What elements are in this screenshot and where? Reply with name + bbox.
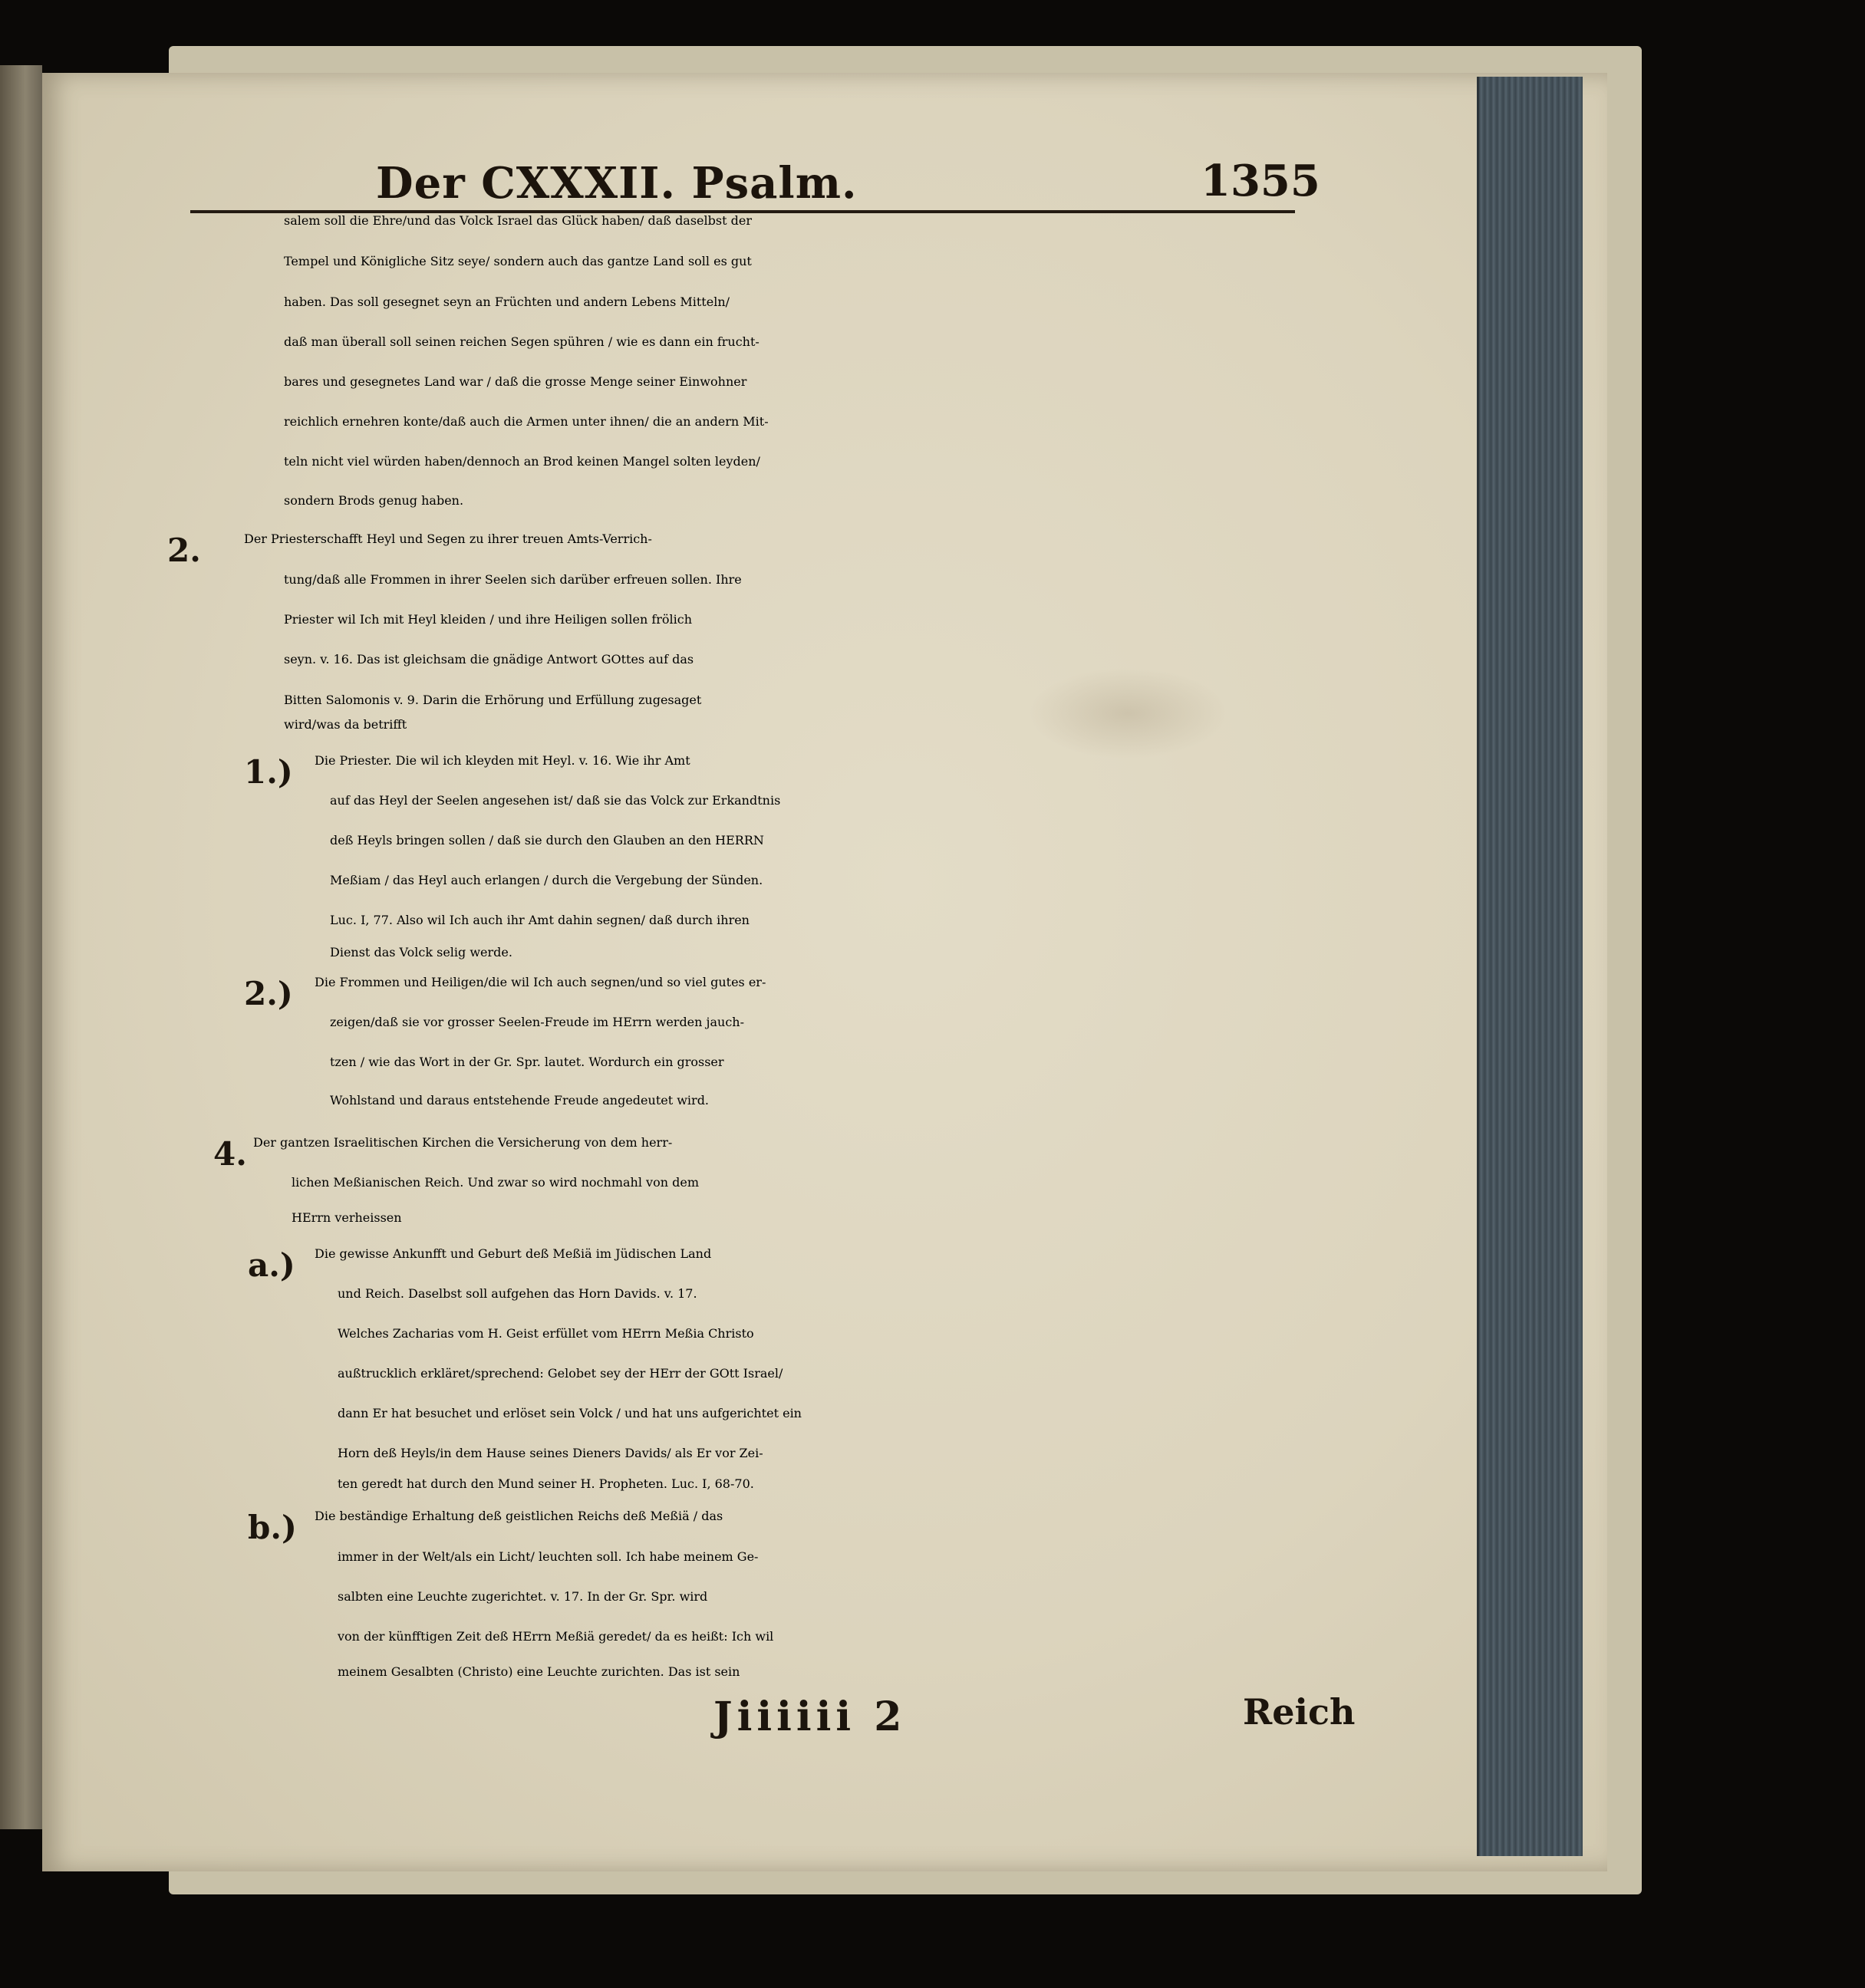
- text-line: salem soll die Ehre/und das Volck Israel das Glück haben/ daß daselbst der: [284, 213, 752, 228]
- text-line: auf das Heyl der Seelen angesehen ist/ daß sie das Volck zur Erkandtnis: [330, 793, 781, 808]
- text-line: Horn deß Heyls/in dem Hause seines Dieners Davids/ als Er vor Zei-: [338, 1446, 763, 1460]
- subsection-marker: 1.): [244, 753, 293, 791]
- subsection-marker: a.): [248, 1246, 295, 1284]
- text-line: reichlich ernehren konte/daß auch die Armen unter ihnen/ die an andern Mit-: [284, 414, 769, 429]
- text-line: von der künfftigen Zeit deß HErrn Meßiä geredet/ da es heißt: Ich wil: [338, 1629, 774, 1644]
- subsection-marker: b.): [248, 1509, 297, 1546]
- text-line: und Reich. Daselbst soll aufgehen das Horn Davids. v. 17.: [338, 1286, 697, 1301]
- text-line: deß Heyls bringen sollen / daß sie durch den Glauben an den HERRN: [330, 833, 764, 848]
- text-line: tung/daß alle Frommen in ihrer Seelen sich darüber erfreuen sollen. Ihre: [284, 572, 742, 587]
- text-line: Welches Zacharias vom H. Geist erfüllet vom HErrn Meßia Christo: [338, 1326, 754, 1341]
- text-line: teln nicht viel würden haben/dennoch an Brod keinen Mangel solten leyden/: [284, 454, 760, 469]
- text-line: Der gantzen Israelitischen Kirchen die Versicherung von dem herr-: [253, 1135, 673, 1150]
- left-page-edge: [0, 65, 42, 1829]
- signature-mark: Jiiiiii 2: [713, 1693, 907, 1740]
- paper-stain: [1028, 667, 1227, 759]
- text-line: wird/was da betrifft: [284, 717, 407, 732]
- catchword: Reich: [1243, 1691, 1356, 1733]
- text-line: Die gewisse Ankunfft und Geburt deß Meßiä im Jüdischen Land: [315, 1246, 712, 1261]
- text-line: Priester wil Ich mit Heyl kleiden / und ihre Heiligen sollen frölich: [284, 612, 693, 627]
- text-line: außtrucklich erkläret/sprechend: Gelobet sey der HErr der GOtt Israel/: [338, 1366, 783, 1381]
- text-line: Bitten Salomonis v. 9. Darin die Erhörung und Erfüllung zugesaget: [284, 693, 702, 707]
- running-title: Der CXXXII. Psalm.: [376, 158, 858, 209]
- text-line: sondern Brods genug haben.: [284, 493, 464, 508]
- text-line: Der Priesterschafft Heyl und Segen zu ihrer treuen Amts-Verrich-: [244, 532, 652, 546]
- text-line: daß man überall soll seinen reichen Segen spühren / wie es dann ein frucht-: [284, 334, 760, 349]
- text-line: Luc. I, 77. Also wil Ich auch ihr Amt dahin segnen/ daß durch ihren: [330, 913, 750, 927]
- text-line: tzen / wie das Wort in der Gr. Spr. lautet. Wordurch ein grosser: [330, 1055, 724, 1069]
- text-line: ten geredt hat durch den Mund seiner H. Propheten. Luc. I, 68-70.: [338, 1476, 754, 1491]
- text-line: Tempel und Königliche Sitz seye/ sondern auch das gantze Land soll es gut: [284, 254, 752, 268]
- text-line: seyn. v. 16. Das ist gleichsam die gnädige Antwort GOttes auf das: [284, 652, 694, 667]
- text-line: zeigen/daß sie vor grosser Seelen-Freude im HErrn werden jauch-: [330, 1015, 745, 1029]
- text-line: haben. Das soll gesegnet seyn an Früchten und andern Lebens Mitteln/: [284, 295, 730, 309]
- text-line: Meßiam / das Heyl auch erlangen / durch die Vergebung der Sünden.: [330, 873, 763, 887]
- subsection-marker: 2.): [244, 975, 293, 1012]
- text-line: Die Priester. Die wil ich kleyden mit Heyl. v. 16. Wie ihr Amt: [315, 753, 690, 768]
- text-line: Dienst das Volck selig werde.: [330, 945, 512, 959]
- text-line: dann Er hat besuchet und erlöset sein Volck / und hat uns aufgerichtet ein: [338, 1406, 802, 1420]
- page-fore-edge: [1477, 77, 1583, 1856]
- book-page: [42, 73, 1607, 1871]
- section-marker: 2.: [167, 532, 201, 569]
- text-line: Die Frommen und Heiligen/die wil Ich auch segnen/und so viel gutes er-: [315, 975, 766, 989]
- section-marker: 4.: [213, 1135, 247, 1173]
- text-line: HErrn verheissen: [292, 1210, 402, 1225]
- text-line: salbten eine Leuchte zugerichtet. v. 17. In der Gr. Spr. wird: [338, 1589, 708, 1604]
- text-line: meinem Gesalbten (Christo) eine Leuchte zurichten. Das ist sein: [338, 1664, 740, 1679]
- text-line: bares und gesegnetes Land war / daß die grosse Menge seiner Einwohner: [284, 374, 747, 389]
- text-line: immer in der Welt/als ein Licht/ leuchten soll. Ich habe meinem Ge-: [338, 1549, 759, 1564]
- page-number: 1355: [1201, 156, 1320, 206]
- text-line: Wohlstand und daraus entstehende Freude angedeutet wird.: [330, 1093, 710, 1108]
- text-line: lichen Meßianischen Reich. Und zwar so wird nochmahl von dem: [292, 1175, 699, 1190]
- text-line: Die beständige Erhaltung deß geistlichen Reichs deß Meßiä / das: [315, 1509, 723, 1523]
